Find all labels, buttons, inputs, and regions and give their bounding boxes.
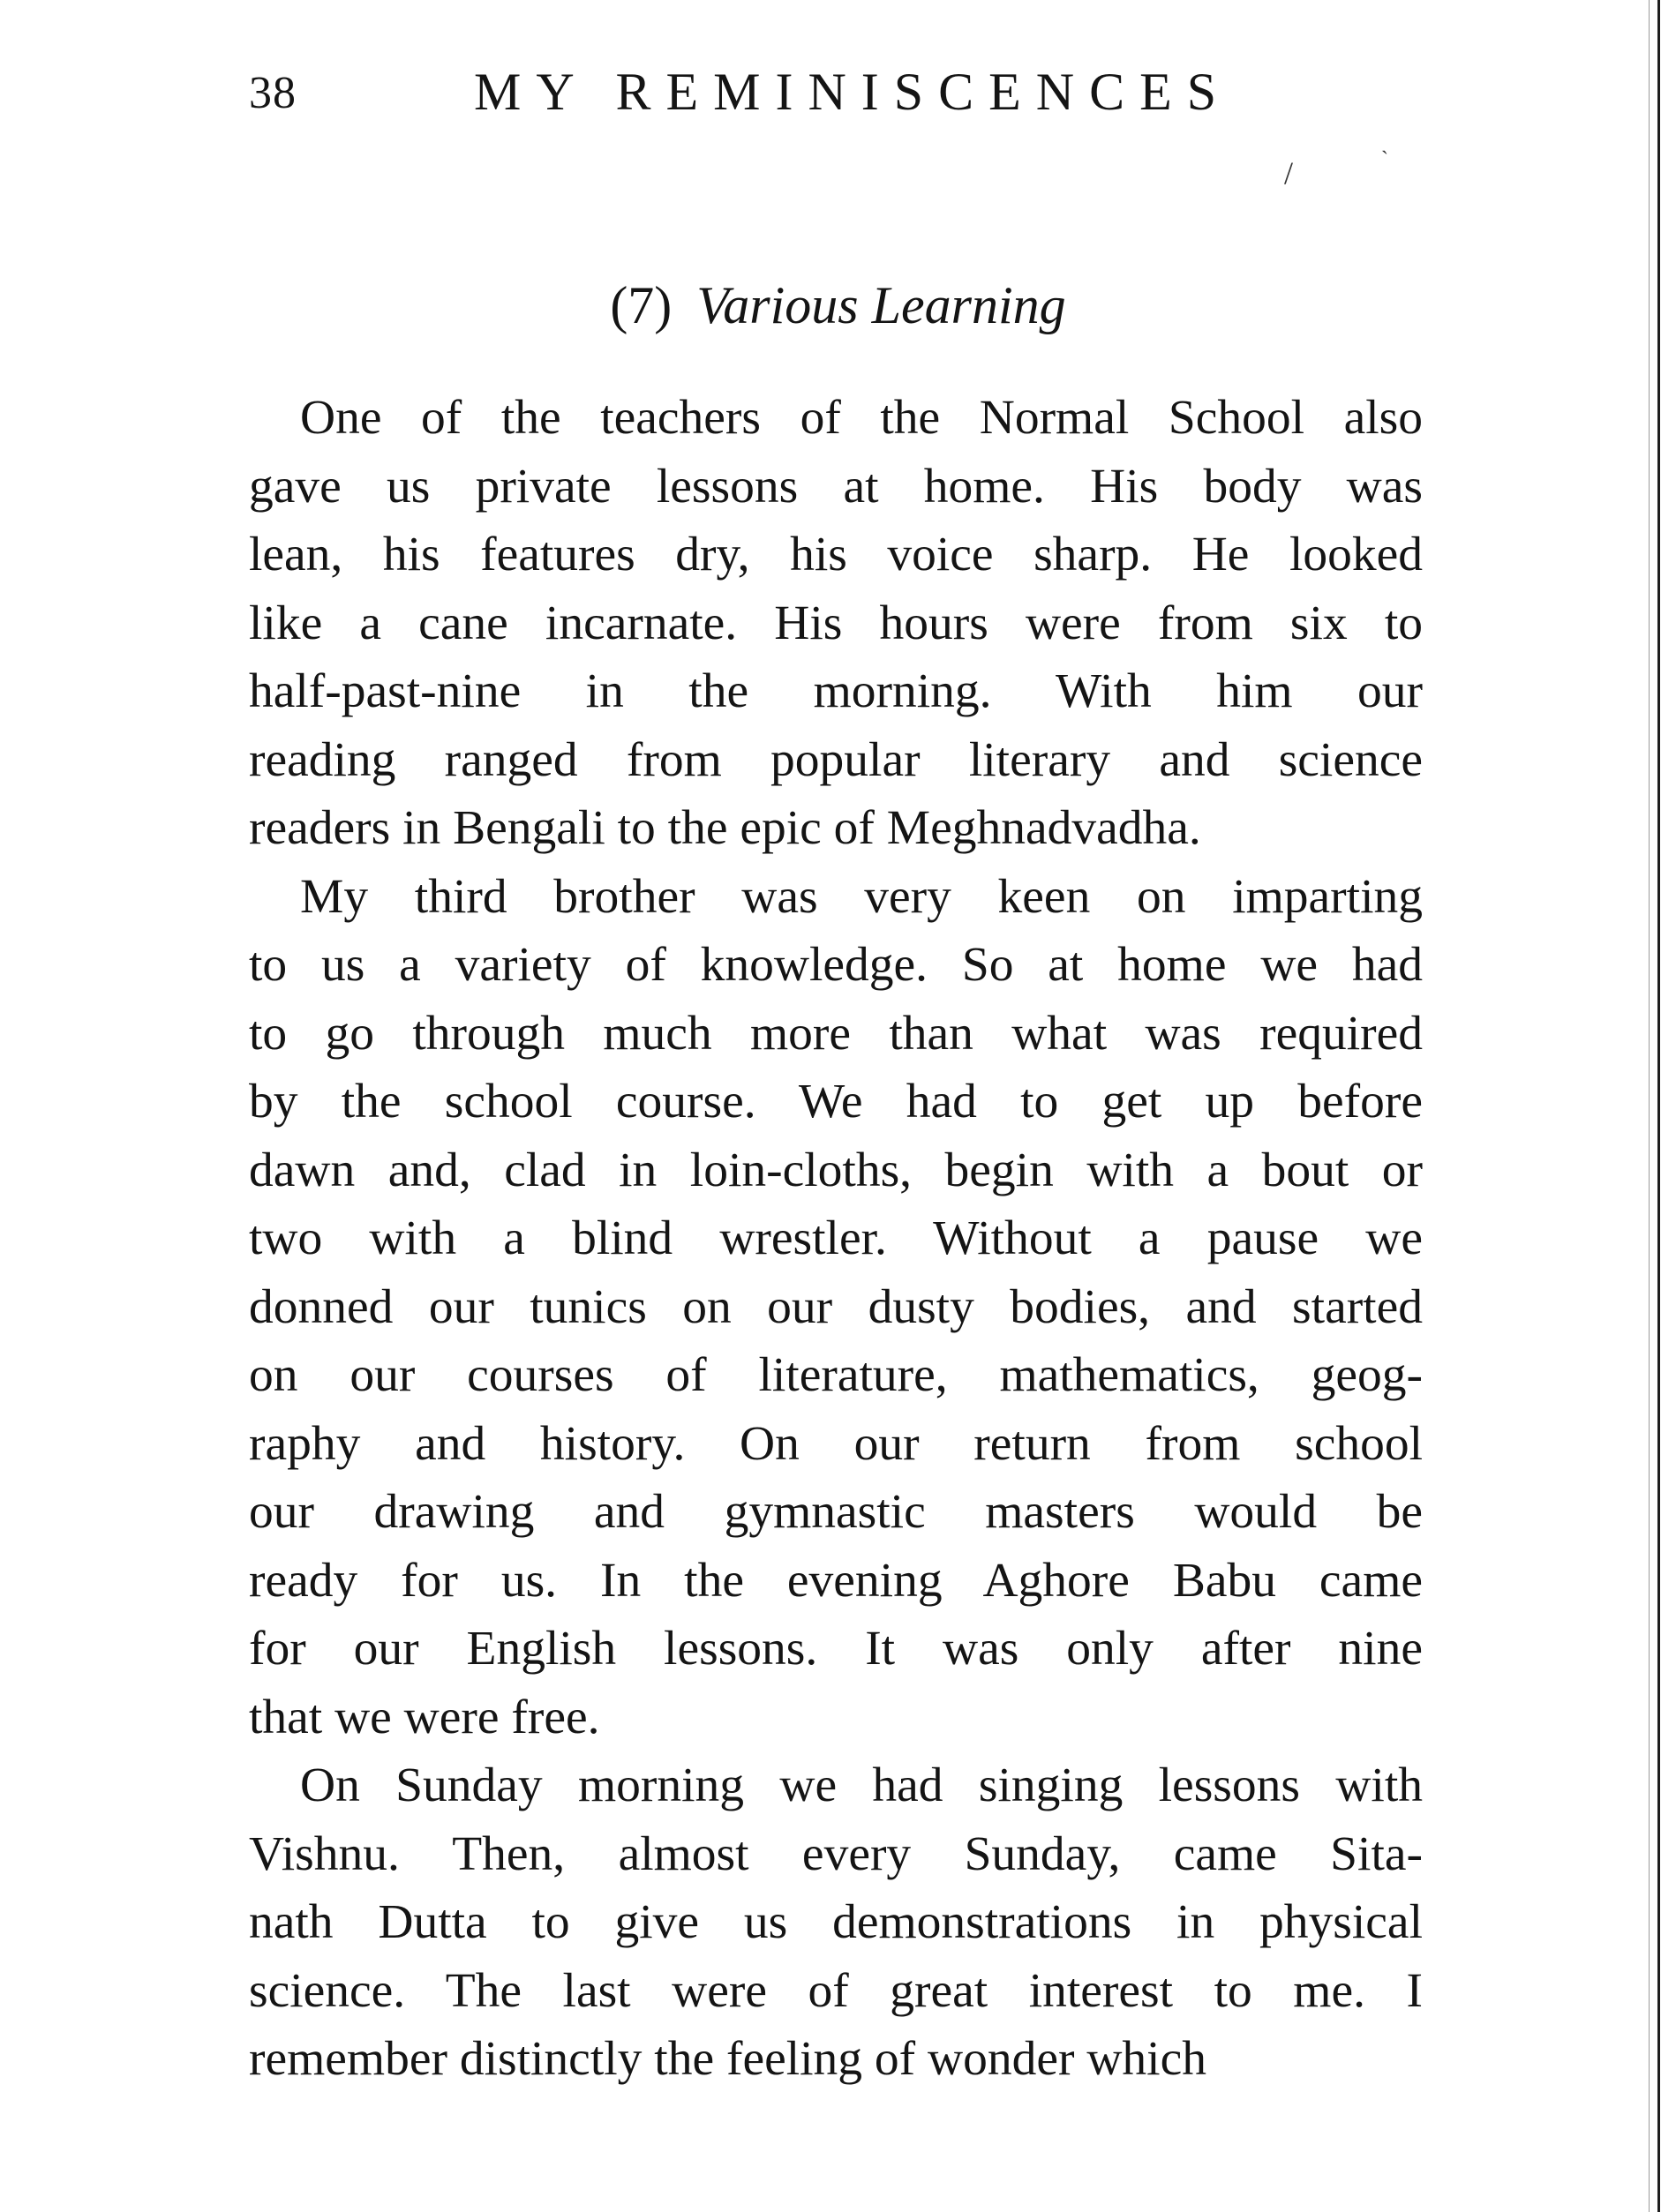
text-line: One of the teachers of the Normal School also bbox=[300, 391, 1423, 445]
text-line: two with a blind wrestler. Without a pause we bbox=[249, 1211, 1423, 1265]
chapter-heading bbox=[0, 275, 1676, 336]
stray-mark: / bbox=[1284, 155, 1294, 191]
running-head: MY REMINISCENCES bbox=[474, 63, 1232, 121]
text-line: science. The last were of great interest to me. I bbox=[249, 1963, 1423, 2018]
chapter-title: Various Learning bbox=[696, 276, 1066, 334]
paragraph bbox=[249, 1751, 1423, 2094]
text-line: that we were free. bbox=[249, 1690, 600, 1744]
stray-mark: ` bbox=[1381, 148, 1388, 171]
text-line: by the school course. We had to get up before bbox=[249, 1075, 1423, 1128]
text-line: for our English lessons. It was only after nine bbox=[249, 1622, 1423, 1676]
text-line: lean, his features dry, his voice sharp. He looked bbox=[249, 528, 1423, 581]
text-line: to go through much more than what was required bbox=[249, 1006, 1423, 1061]
text-line: dawn and, clad in loin-cloths, begin with a bout or bbox=[249, 1143, 1423, 1197]
text-line: donned our tunics on our dusty bodies, and started bbox=[249, 1279, 1423, 1334]
page-edge bbox=[1657, 0, 1660, 2212]
chapter-number: (7) bbox=[610, 276, 673, 334]
text-line: On Sunday morning we had singing lessons with bbox=[300, 1758, 1423, 1812]
page-edge-shadow bbox=[1649, 0, 1650, 2212]
text-line: Vishnu. Then, almost every Sunday, came Sita- bbox=[249, 1826, 1423, 1881]
text-line: reading ranged from popular literary and science bbox=[249, 732, 1423, 787]
page-number: 38 bbox=[249, 68, 297, 118]
text-line: readers in Bengali to the epic of Meghnadvadha. bbox=[249, 801, 1201, 855]
text-line: remember distinctly the feeling of wonder which bbox=[249, 2032, 1206, 2086]
page-header bbox=[249, 62, 1423, 132]
text-line: ready for us. In the evening Aghore Babu came bbox=[249, 1553, 1423, 1608]
text-line: like a cane incarnate. His hours were from six to bbox=[249, 596, 1423, 650]
text-line: raphy and history. On our return from school bbox=[249, 1416, 1423, 1471]
paragraph bbox=[249, 384, 1423, 863]
text-line: on our courses of literature, mathematics, geog- bbox=[249, 1348, 1423, 1402]
text-line: half-past-nine in the morning. With him our bbox=[249, 664, 1423, 718]
text-line: gave us private lessons at home. His body was bbox=[249, 459, 1423, 514]
text-line: to us a variety of knowledge. So at home we had bbox=[249, 938, 1423, 992]
text-line: nath Dutta to give us demonstrations in physical bbox=[249, 1895, 1423, 1949]
paragraph bbox=[249, 863, 1423, 1752]
text-line: My third brother was very keen on imparting bbox=[300, 869, 1423, 924]
body-text bbox=[249, 384, 1423, 2094]
text-line: our drawing and gymnastic masters would be bbox=[249, 1485, 1423, 1539]
